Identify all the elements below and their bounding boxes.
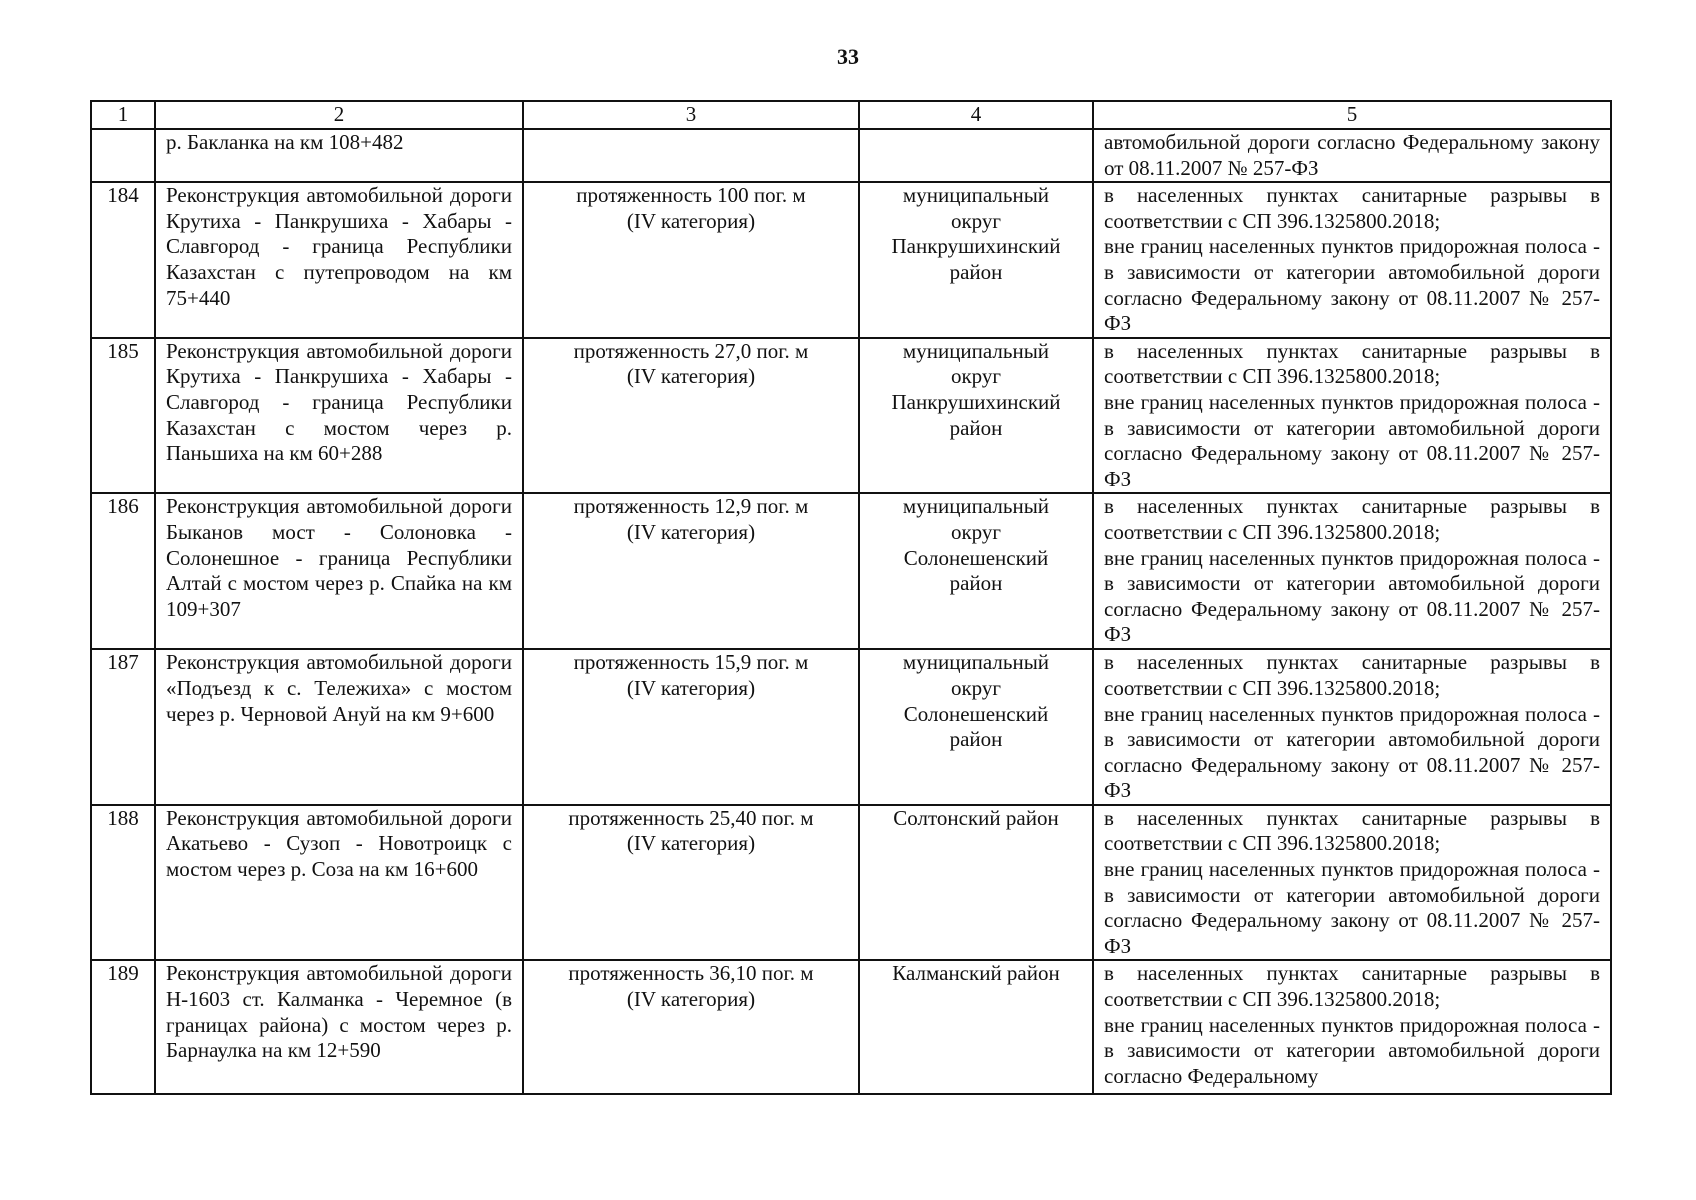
roadside-zone-text: вне границ населенных пунктов придорожная полоса - в зависимости от категории автомобильной дороги согласно Федеральному закону от 08.11.2007 № 257-ФЗ (1104, 701, 1600, 803)
zone-description (1093, 493, 1611, 649)
location-line: район (949, 727, 1003, 752)
object-name: Реконструкция автомобильной дороги «Подъезд к с. Тележиха» с мостом через р. Черновой Ануй на км 9+600 (155, 649, 523, 805)
object-location (859, 805, 1093, 961)
location-line: округ (950, 208, 1002, 233)
zone-description (1093, 649, 1611, 805)
location-line: район (949, 415, 1003, 440)
location-line: округ (950, 675, 1002, 700)
length-text: протяженность 15,9 пог. м (573, 650, 809, 675)
location-line: Калманский район (892, 961, 1060, 986)
object-name: Реконструкция автомобильной дороги Крутиха - Панкрушиха - Хабары - Славгород - граница Республики Казахстан с путепроводом на км 75+440 (155, 182, 523, 338)
object-location (859, 649, 1093, 805)
table-row (91, 338, 1611, 494)
object-location (859, 493, 1093, 649)
category-text: (IV категория) (626, 364, 756, 389)
object-name: Реконструкция автомобильной дороги Крутиха - Панкрушиха - Хабары - Славгород - граница Республики Казахстан с мостом через р. Паньшиха на км 60+288 (155, 338, 523, 494)
location-line: район (949, 259, 1003, 284)
object-parameters (523, 493, 859, 649)
location-line: Солонешенский (903, 545, 1049, 570)
length-text: протяженность 25,40 пог. м (568, 805, 814, 830)
table-row (91, 493, 1611, 649)
settlement-zone-text: в населенных пунктах санитарные разрывы в соответствии с СП 396.1325800.2018; (1104, 183, 1600, 233)
table-row (91, 960, 1611, 1094)
location-line: Солтонский район (893, 805, 1059, 830)
category-text: (IV категория) (626, 675, 756, 700)
row-number: 185 (91, 338, 155, 494)
location-line: Панкрушихинский (891, 234, 1061, 259)
object-parameters (523, 649, 859, 805)
roadside-zone-text: вне границ населенных пунктов придорожная полоса - в зависимости от категории автомобильной дороги согласно Федеральному (1104, 1012, 1600, 1088)
object-parameters (523, 960, 859, 1094)
roadside-zone-text: вне границ населенных пунктов придорожная полоса - в зависимости от категории автомобильной дороги согласно Федеральному закону от 08.11.2007 № 257-ФЗ (1104, 234, 1600, 336)
row-number: 189 (91, 960, 155, 1094)
category-text: (IV категория) (626, 208, 756, 233)
location-line: муниципальный (902, 494, 1050, 519)
object-location (859, 182, 1093, 338)
column-header-2: 2 (155, 101, 523, 129)
location-line: район (949, 571, 1003, 596)
settlement-zone-text: в населенных пунктах санитарные разрывы в соответствии с СП 396.1325800.2018; (1104, 494, 1600, 544)
road-reconstruction-table (90, 100, 1612, 1095)
object-location (859, 960, 1093, 1094)
row-number (91, 129, 155, 182)
zone-description: автомобильной дороги согласно Федеральному закону от 08.11.2007 № 257-ФЗ (1093, 129, 1611, 182)
row-number: 184 (91, 182, 155, 338)
category-text: (IV категория) (626, 519, 756, 544)
object-location (859, 338, 1093, 494)
zone-description (1093, 182, 1611, 338)
length-text: протяженность 12,9 пог. м (573, 494, 809, 519)
row-number: 188 (91, 805, 155, 961)
object-parameters (523, 338, 859, 494)
object-parameters (523, 182, 859, 338)
location-line: Солонешенский (903, 701, 1049, 726)
object-name: р. Бакланка на км 108+482 (155, 129, 523, 182)
settlement-zone-text: в населенных пунктах санитарные разрывы в соответствии с СП 396.1325800.2018; (1104, 961, 1600, 1012)
location-line: муниципальный (902, 183, 1050, 208)
object-name: Реконструкция автомобильной дороги Акатьево - Сузоп - Новотроицк с мостом через р. Соза на км 16+600 (155, 805, 523, 961)
category-text: (IV категория) (626, 987, 756, 1012)
roadside-zone-text: вне границ населенных пунктов придорожная полоса - в зависимости от категории автомобильной дороги согласно Федеральному закону от 08.11.2007 № 257-ФЗ (1104, 545, 1600, 647)
object-parameters (523, 805, 859, 961)
roadside-zone-text: вне границ населенных пунктов придорожная полоса - в зависимости от категории автомобильной дороги согласно Федеральному закону от 08.11.2007 № 257-ФЗ (1104, 857, 1600, 958)
row-number: 186 (91, 493, 155, 649)
settlement-zone-text: в населенных пунктах санитарные разрывы в соответствии с СП 396.1325800.2018; (1104, 805, 1600, 856)
zone-description (1093, 960, 1611, 1094)
object-location (859, 129, 1093, 182)
table-row (91, 182, 1611, 338)
row-number: 187 (91, 649, 155, 805)
column-header-4: 4 (859, 101, 1093, 129)
column-header-3: 3 (523, 101, 859, 129)
length-text: протяженность 27,0 пог. м (573, 338, 809, 363)
length-text: протяженность 36,10 пог. м (568, 961, 814, 986)
continuation-row (91, 129, 1611, 182)
object-name: Реконструкция автомобильной дороги Быканов мост - Солоновка - Солонешное - граница Республики Алтай с мостом через р. Спайка на км 109+307 (155, 493, 523, 649)
location-line: округ (950, 519, 1002, 544)
object-parameters (523, 129, 859, 182)
location-line: муниципальный (902, 650, 1050, 675)
zone-description (1093, 338, 1611, 494)
column-header-5: 5 (1093, 101, 1611, 129)
zone-description (1093, 805, 1611, 961)
location-line: округ (950, 364, 1002, 389)
table-row (91, 805, 1611, 961)
location-line: муниципальный (902, 338, 1050, 363)
length-text: протяженность 100 пог. м (576, 183, 806, 208)
object-name: Реконструкция автомобильной дороги Н-1603 ст. Калманка - Черемное (в границах района) с мостом через р. Барнаулка на км 12+590 (155, 960, 523, 1094)
header-row (91, 101, 1611, 129)
page-number: 33 (837, 44, 859, 69)
table-row (91, 649, 1611, 805)
column-header-1: 1 (91, 101, 155, 129)
roadside-zone-text: вне границ населенных пунктов придорожная полоса - в зависимости от категории автомобильной дороги согласно Федеральному закону от 08.11.2007 № 257-ФЗ (1104, 389, 1600, 491)
category-text: (IV категория) (626, 831, 756, 856)
location-line: Панкрушихинский (891, 389, 1061, 414)
settlement-zone-text: в населенных пунктах санитарные разрывы в соответствии с СП 396.1325800.2018; (1104, 338, 1600, 389)
settlement-zone-text: в населенных пунктах санитарные разрывы в соответствии с СП 396.1325800.2018; (1104, 650, 1600, 700)
